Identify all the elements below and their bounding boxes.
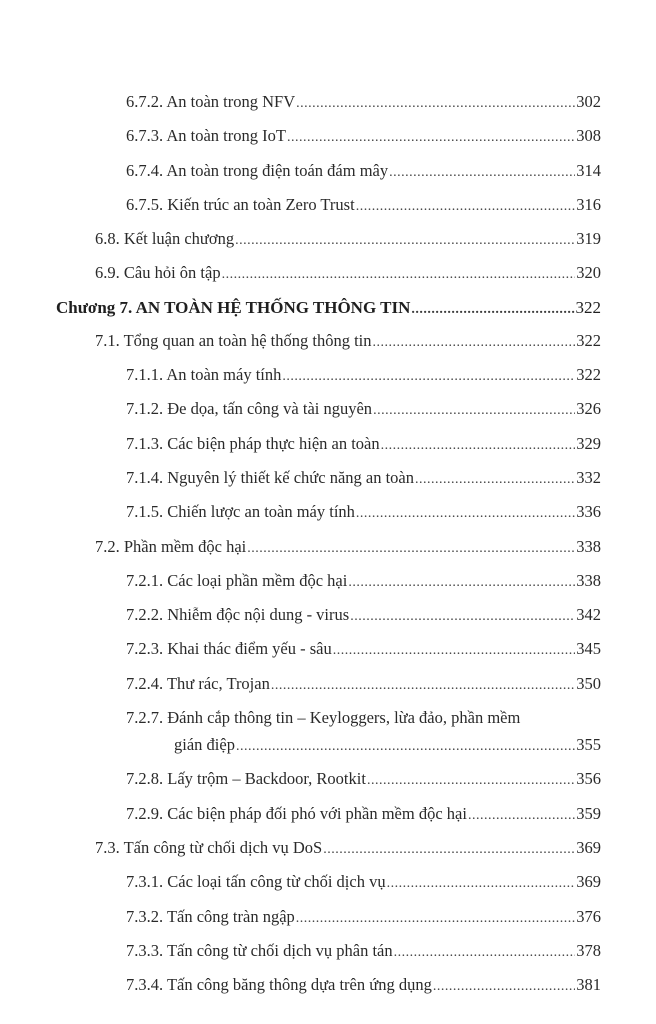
toc-page-number: 320 (576, 263, 601, 283)
toc-entry-7-1-1 (56, 365, 601, 387)
dot-leader (271, 676, 575, 696)
toc-page-number: 355 (576, 735, 601, 755)
toc-entry-7-2-3 (56, 639, 601, 661)
toc-entry-6-7-3 (56, 126, 601, 148)
toc-entry-label: 7.1.1. An toàn máy tính (126, 365, 282, 385)
toc-entry-label: 7.2.1. Các loại phần mềm độc hại (126, 570, 348, 590)
toc-entry-label: 6.7.4. An toàn trong điện toán đám mây (126, 160, 389, 180)
toc-entry-6-7-4 (56, 161, 601, 183)
toc-entry-label: 7.1.3. Các biện pháp thực hiện an toàn (126, 433, 380, 453)
toc-entry-7-3-4 (56, 975, 601, 997)
toc-section-7-1 (56, 331, 601, 353)
toc-entry-6-8 (56, 229, 601, 251)
toc-page-number: 302 (576, 92, 601, 111)
toc-entry-7-2-4 (56, 674, 601, 696)
table-of-contents (56, 92, 601, 1009)
toc-entry-label: 7.2.9. Các biện pháp đối phó với phần mềm độc hại (126, 803, 467, 823)
toc-entry-6-7-5 (56, 195, 601, 217)
toc-entry-label: 7.1.2. Đe dọa, tấn công và tài nguyên (126, 399, 373, 419)
toc-entry-label: 7.3.3. Tấn công từ chối dịch vụ phân tán (126, 940, 393, 960)
toc-section-7-3 (56, 838, 601, 860)
toc-page-number: 350 (576, 673, 601, 693)
section-heading: 7.3. Tấn công từ chối dịch vụ DoS (95, 837, 323, 857)
toc-page-number: 378 (576, 940, 601, 960)
toc-entry-label: 7.1.5. Chiến lược an toàn máy tính (126, 502, 355, 522)
dot-leader (348, 573, 575, 593)
toc-entry-label: 6.7.5. Kiến trúc an toàn Zero Trust (126, 194, 355, 214)
dot-leader (296, 94, 575, 114)
section-heading: 7.1. Tổng quan an toàn hệ thống thông tin (95, 330, 372, 350)
toc-page-number: 332 (576, 467, 601, 487)
toc-entry-7-1-3 (56, 434, 601, 456)
toc-page-number: 322 (576, 330, 601, 350)
toc-entry-7-2-7 (56, 708, 601, 757)
toc-chapter-7 (56, 298, 601, 320)
toc-entry-line2-row (126, 735, 601, 757)
toc-entry-label: 7.1.4. Nguyên lý thiết kế chức năng an toàn (126, 467, 414, 487)
dot-leader (356, 197, 576, 217)
toc-entry-7-1-2 (56, 399, 601, 421)
toc-entry-label: 7.3.1. Các loại tấn công từ chối dịch vụ (126, 872, 386, 892)
dot-leader (247, 539, 575, 559)
dot-leader (296, 909, 575, 929)
toc-page-number: 345 (576, 639, 601, 659)
toc-entry-7-2-9 (56, 804, 601, 826)
toc-page-number: 381 (576, 975, 601, 995)
dot-leader (222, 265, 576, 285)
toc-entry-7-1-5 (56, 502, 601, 524)
toc-entry-7-2-8 (56, 769, 601, 791)
dot-leader (235, 231, 575, 251)
toc-page-number: 338 (576, 570, 601, 590)
dot-leader (411, 300, 574, 320)
toc-entry-label: 6.7.2. An toàn trong NFV (126, 92, 296, 111)
toc-page-number: 316 (576, 194, 601, 214)
dot-leader (282, 367, 575, 387)
toc-page-number: 359 (576, 803, 601, 823)
toc-entry-label: 6.7.3. An toàn trong IoT (126, 126, 286, 146)
dot-leader (381, 436, 576, 456)
dot-leader (323, 840, 575, 860)
toc-entry-label: 7.2.3. Khai thác điểm yếu - sâu (126, 639, 332, 659)
toc-entry-label: 7.2.2. Nhiễm độc nội dung - virus (126, 605, 350, 625)
dot-leader (373, 401, 575, 421)
toc-entry-label: 7.2.8. Lấy trộm – Backdoor, Rootkit (126, 769, 366, 789)
toc-page-number: 369 (576, 872, 601, 892)
toc-entry-7-1-4 (56, 468, 601, 490)
toc-entry-label: 7.2.4. Thư rác, Trojan (126, 673, 270, 693)
toc-page-number: 319 (576, 229, 601, 249)
toc-entry-label: 7.3.2. Tấn công tràn ngập (126, 906, 295, 926)
toc-page-number: 336 (576, 502, 601, 522)
toc-page-number: 342 (576, 605, 601, 625)
dot-leader (387, 874, 576, 894)
toc-page-number: 314 (576, 160, 601, 180)
dot-leader (236, 737, 575, 757)
dot-leader (415, 470, 575, 490)
dot-leader (287, 128, 575, 148)
toc-page-number: 308 (576, 126, 601, 146)
dot-leader (373, 333, 576, 353)
toc-page-number: 369 (576, 837, 601, 857)
dot-leader (367, 771, 575, 791)
toc-entry-label: 6.8. Kết luận chương (95, 229, 235, 249)
dot-leader (333, 641, 576, 661)
toc-entry-7-2-2 (56, 605, 601, 627)
dot-leader (350, 607, 575, 627)
toc-page-number: 376 (576, 906, 601, 926)
toc-entry-6-9 (56, 263, 601, 285)
toc-entry-7-3-1 (56, 872, 601, 894)
dot-leader (468, 806, 575, 826)
toc-entry-7-3-3 (56, 941, 601, 963)
toc-entry-label: 6.9. Câu hỏi ôn tập (95, 263, 221, 283)
toc-page-number: 322 (576, 365, 601, 385)
toc-page-number: 356 (576, 769, 601, 789)
dot-leader (356, 504, 575, 524)
section-heading: 7.2. Phần mềm độc hại (95, 536, 247, 556)
toc-page-number: 322 (575, 297, 601, 317)
toc-entry-label-line2: gián điệp (174, 735, 235, 755)
toc-section-7-2 (56, 537, 601, 559)
toc-entry-7-3-2 (56, 907, 601, 929)
toc-page-number: 338 (576, 536, 601, 556)
chapter-title: Chương 7. AN TOÀN HỆ THỐNG THÔNG TIN (56, 297, 411, 317)
toc-entry-7-2-1 (56, 571, 601, 593)
toc-page-number: 326 (576, 399, 601, 419)
toc-entry-label-line1: 7.2.7. Đánh cắp thông tin – Keyloggers, lừa đảo, phần mềm (126, 708, 521, 728)
dot-leader (389, 163, 575, 183)
toc-entry-6-7-2 (56, 92, 601, 114)
toc-page-number: 329 (576, 433, 601, 453)
dot-leader (433, 977, 575, 997)
toc-entry-label: 7.3.4. Tấn công băng thông dựa trên ứng dụng (126, 975, 432, 995)
dot-leader (394, 943, 576, 963)
